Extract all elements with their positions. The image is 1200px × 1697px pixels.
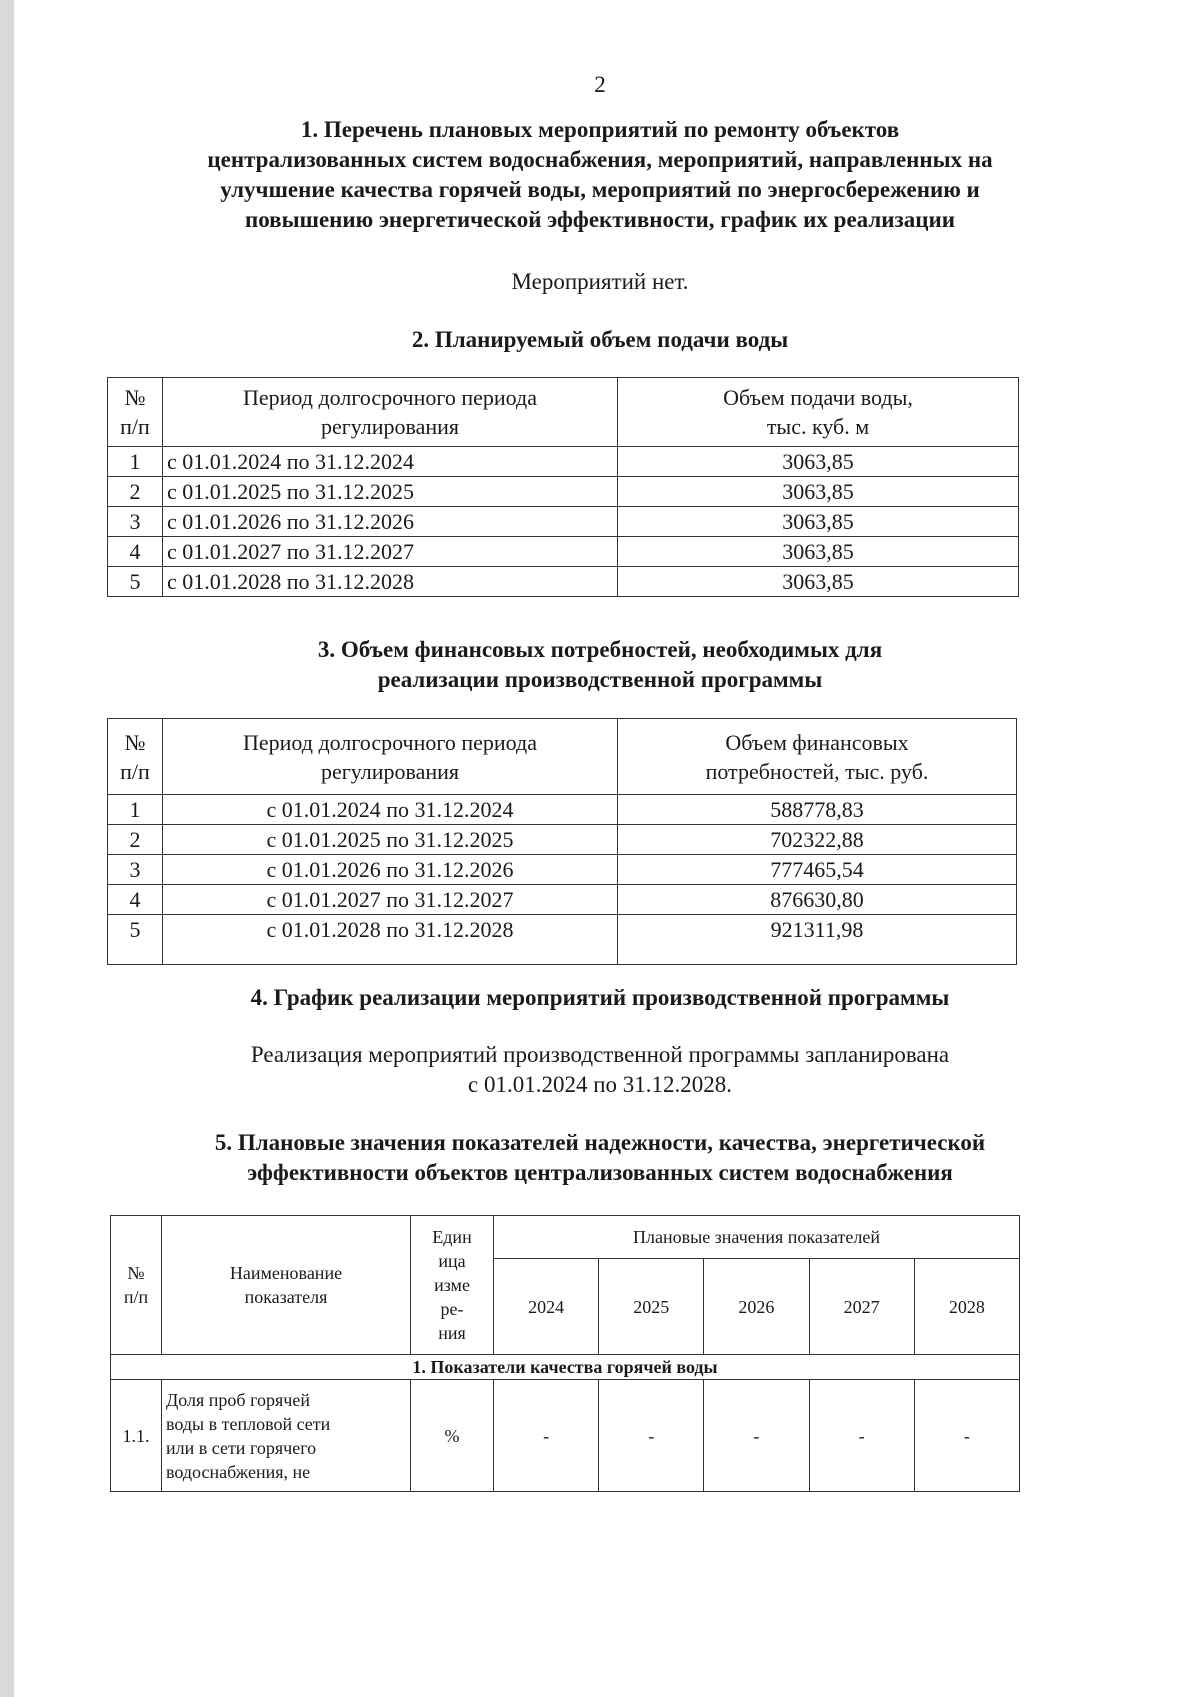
header-num: № п/п (108, 719, 163, 795)
table-row: 4 с 01.01.2027 по 31.12.2027 3063,85 (108, 537, 1019, 567)
table-row: 2 с 01.01.2025 по 31.12.2025 3063,85 (108, 477, 1019, 507)
header-year: 2025 (599, 1259, 704, 1355)
title-line: повышению энергетической эффективности, график их реализации (244, 207, 956, 232)
table-row: 1 с 01.01.2024 по 31.12.2024 588778,83 (108, 795, 1017, 825)
text-line: Реализация мероприятий производственной программы запланирована (250, 1042, 950, 1067)
header-planned: Плановые значения показателей (494, 1216, 1020, 1259)
section-1-text: Мероприятий нет. (511, 269, 689, 294)
title-line: 5. Плановые значения показателей надежности, качества, энергетической (214, 1130, 986, 1155)
table-row: 3 с 01.01.2026 по 31.12.2026 777465,54 (108, 855, 1017, 885)
text-line: с 01.01.2024 по 31.12.2028. (467, 1072, 733, 1097)
table-row: 5 с 01.01.2028 по 31.12.2028 3063,85 (108, 567, 1019, 597)
title-line: эффективности объектов централизованных систем водоснабжения (247, 1160, 953, 1185)
header-unit: Един ица изме ре- ния (411, 1216, 494, 1355)
header-year: 2027 (809, 1259, 914, 1355)
section-1-title (60, 115, 1140, 235)
section-4-title: 4. График реализации мероприятий производственной программы (250, 985, 950, 1010)
table-row: 4 с 01.01.2027 по 31.12.2027 876630,80 (108, 885, 1017, 915)
indicators-table (110, 1215, 1020, 1492)
header-name: Наименование показателя (162, 1216, 411, 1355)
table-row: 1.1. Доля проб горячей воды в тепловой сети или в сети горячего водоснабжения, не % - - - - - (111, 1380, 1020, 1492)
header-year: 2028 (914, 1259, 1019, 1355)
table-row: 5 с 01.01.2028 по 31.12.2028 921311,98 (108, 915, 1017, 965)
table-row: 1 с 01.01.2024 по 31.12.2024 3063,85 (108, 447, 1019, 477)
header-period: Период долгосрочного периода регулирования (163, 719, 618, 795)
section-4-text (60, 1040, 1140, 1100)
header-value: Объем финансовых потребностей, тыс. руб. (618, 719, 1017, 795)
table-row: 2 с 01.01.2025 по 31.12.2025 702322,88 (108, 825, 1017, 855)
scan-edge (0, 0, 14, 1697)
header-period: Период долгосрочного периода регулирования (163, 378, 618, 447)
page-number: 2 (594, 72, 606, 97)
title-line: реализации производственной программы (377, 667, 823, 692)
group-row: 1. Показатели качества горячей воды (111, 1355, 1020, 1380)
title-line: централизованных систем водоснабжения, мероприятий, направленных на (207, 147, 993, 172)
header-value: Объем подачи воды, тыс. куб. м (618, 378, 1019, 447)
financial-needs-table (107, 718, 1017, 965)
section-3-title (60, 635, 1140, 695)
header-year: 2026 (704, 1259, 809, 1355)
water-supply-table (107, 377, 1019, 597)
table-row: 3 с 01.01.2026 по 31.12.2026 3063,85 (108, 507, 1019, 537)
header-num: № п/п (108, 378, 163, 447)
title-line: 1. Перечень плановых мероприятий по ремонту объектов (300, 117, 900, 142)
header-num: № п/п (111, 1216, 162, 1355)
section-5-title (60, 1128, 1140, 1188)
section-2-title: 2. Планируемый объем подачи воды (411, 327, 789, 352)
title-line: 3. Объем финансовых потребностей, необходимых для (317, 637, 883, 662)
header-year: 2024 (494, 1259, 599, 1355)
title-line: улучшение качества горячей воды, мероприятий по энергосбережению и (220, 177, 980, 202)
